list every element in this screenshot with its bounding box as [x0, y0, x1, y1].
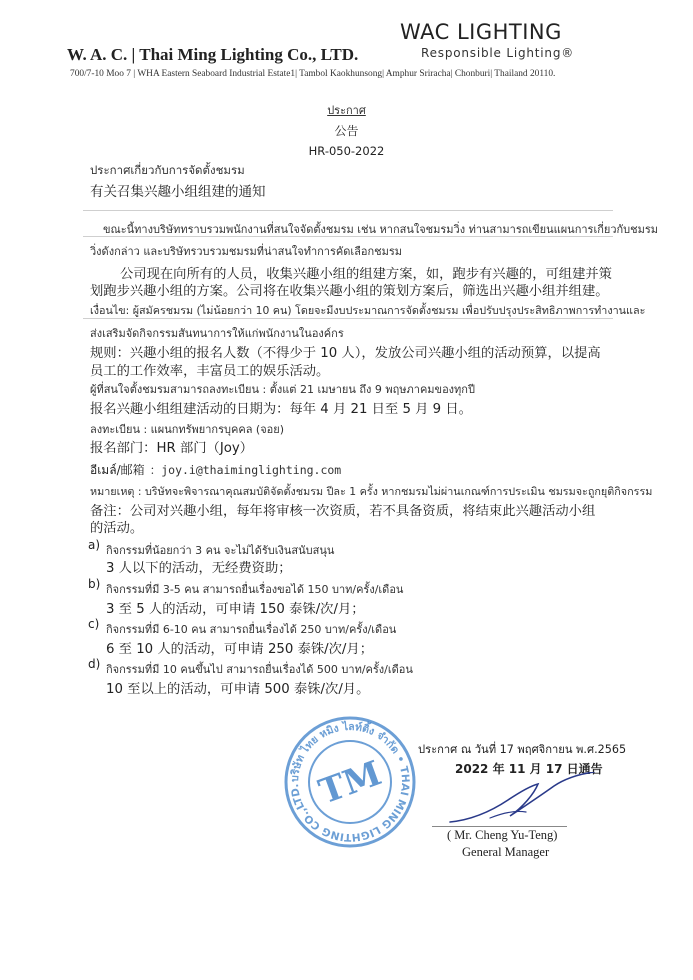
title-chinese: 公告 — [334, 124, 359, 138]
paragraph2-thai-line1: เงื่อนไข: ผู้สมัครชมรม (ไม่น้อยกว่า 10 คน) โดยจะมีงบประมาณการจัดตั้งชมรม เพื่อปรับปรุงประสิทธิภาพการทำงานและ — [90, 304, 646, 317]
paragraph1-thai-line2: วิ่งดังกล่าว และบริษัทรวบรวมชมรมที่น่าสนใจทำการคัดเลือกชมรม — [90, 245, 403, 258]
signer-position: General Manager — [462, 845, 550, 859]
signature-line — [432, 826, 567, 827]
email-row — [90, 459, 341, 480]
subject-thai: ประกาศเกี่ยวกับการจัดตั้งชมรม — [90, 163, 245, 177]
signature-scribble-icon — [430, 772, 610, 832]
list-item-marker: c) — [88, 617, 100, 631]
list-item-chinese: 3 人以下的活动，无经费资助； — [106, 561, 292, 576]
announce-date-chinese: 2022 年 11 月 17 日通告 — [455, 762, 603, 776]
paragraph2-chinese-line2: 员工的工作效率，丰富员工的娱乐活动。 — [90, 364, 330, 379]
note-chinese-line2: 的活动。 — [90, 521, 144, 536]
company-name: W. A. C. | Thai Ming Lighting Co., LTD. — [67, 45, 359, 64]
company-stamp — [282, 714, 418, 850]
divider — [83, 236, 613, 237]
brand-tagline: Responsible Lighting® — [421, 46, 575, 60]
announce-date-thai: ประกาศ ณ วันที่ 17 พฤศจิกายน พ.ศ.2565 — [418, 743, 627, 756]
registration-period-chinese: 报名兴趣小组组建活动的日期为：每年 4 月 21 日至 5 月 9 日。 — [90, 402, 472, 417]
list-item-chinese: 10 至以上的活动，可申请 500 泰铢/次/月。 — [106, 682, 370, 697]
registration-period-thai: ผู้ที่สนใจตั้งชมรมสามารถลงทะเบียน : ตั้งแต่ 21 เมษายน ถึง 9 พฤษภาคมของทุกปี — [90, 383, 475, 396]
paragraph1-thai-line1: ขณะนี้ทางบริษัททราบรวมพนักงานที่สนใจจัดตั้งชมรม เช่น หากสนใจชมรมวิ่ง ท่านสามารถเขียนแผนการเกี่ยวกับชมรม — [103, 223, 659, 236]
paragraph2-thai-line2: ส่งเสริมจัดกิจกรรมสันทนาการให้แก่พนักงานในองค์กร — [90, 327, 344, 340]
list-item-thai: กิจกรรมที่น้อยกว่า 3 คน จะไม่ได้รับเงินสนับสนุน — [106, 544, 335, 557]
paragraph2-chinese-line1: 规则：兴趣小组的报名人数（不得少于 10 人），发放公司兴趣小组的活动预算，以提高 — [90, 346, 601, 361]
brand-name: WAC LIGHTING — [400, 20, 562, 44]
list-item-thai: กิจกรรมที่มี 3-5 คน สามารถยื่นเรื่องขอได้ 150 บาท/ครั้ง/เดือน — [106, 583, 404, 596]
list-item-chinese: 3 至 5 人的活动，可申请 150 泰铢/次/月； — [106, 602, 365, 617]
list-item-marker: d) — [88, 657, 101, 671]
note-chinese-line1: 备注：公司对兴趣小组，每年将审核一次资质，若不具备资质，将结束此兴趣活动小组 — [90, 504, 596, 519]
list-item-marker: a) — [88, 538, 101, 552]
stamp-center-text: TM — [313, 753, 387, 813]
paragraph1-chinese-line1: 公司现在向所有的人员，收集兴趣小组的组建方案，如，跑步有兴趣的，可组建并策 — [120, 267, 612, 282]
paragraph1-chinese-line2: 划跑步兴趣小组的方案。公司将在收集兴趣小组的策划方案后，筛选出兴趣小组并组建。 — [90, 284, 609, 299]
list-item-marker: b) — [88, 577, 101, 591]
list-item-thai: กิจกรรมที่มี 6-10 คน สามารถยื่นเรื่องได้ 250 บาท/ครั้ง/เดือน — [106, 623, 397, 636]
email-value: ：joy.i@thaiminglighting.com — [149, 463, 342, 477]
company-address: 700/7-10 Moo 7 | WHA Eastern Seaboard Industrial Estate1| Tambol Kaokhunsong| Amphur Sriracha| Chonburi| Thailand 20110. — [70, 69, 556, 79]
divider — [83, 318, 613, 319]
registration-dept-chinese: 报名部门：HR 部门（Joy） — [90, 441, 254, 456]
title-thai: ประกาศ — [327, 104, 366, 117]
divider — [83, 210, 613, 211]
subject-chinese: 有关召集兴趣小组组建的通知 — [90, 184, 266, 200]
stamp-ring-text: บริษัท ไทย หมิง ไลท์ติ้ง จำกัด • THAI MING LIGHTING CO.,LTD. — [288, 720, 412, 844]
registration-dept-thai: ลงทะเบียน : แผนกทรัพยากรบุคคล (จอย) — [90, 423, 285, 436]
list-item-thai: กิจกรรมที่มี 10 คนขึ้นไป สามารถยื่นเรื่องได้ 500 บาท/ครั้ง/เดือน — [106, 663, 413, 676]
email-label: อีเมล์/邮箱 — [90, 463, 145, 477]
list-item-chinese: 6 至 10 人的活动，可申请 250 泰铢/次/月； — [106, 642, 374, 657]
note-thai: หมายเหตุ : บริษัทจะพิจารณาคุณสมบัติจัดตั้งชมรม ปีละ 1 ครั้ง หากชมรมไม่ผ่านเกณฑ์การประเมิน ชมรมจะถูกยุติกิจกรรม — [90, 485, 653, 498]
signer-name: ( Mr. Cheng Yu-Teng) — [447, 828, 558, 842]
doc-number: HR-050-2022 — [308, 144, 385, 158]
signature — [430, 772, 610, 832]
stamp-seal-icon — [282, 714, 418, 850]
